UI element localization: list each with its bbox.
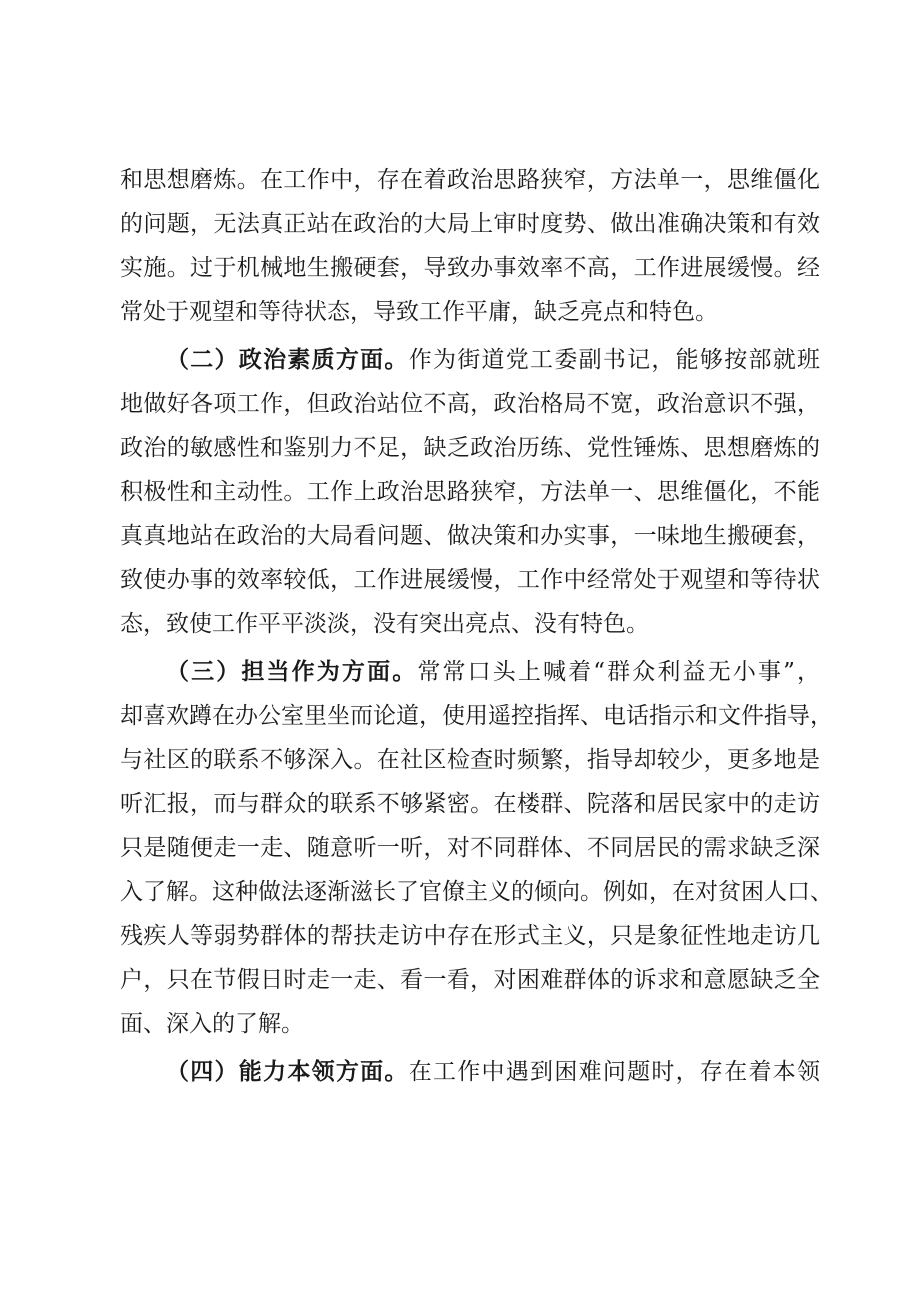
paragraph-1-line-4: 常处于观望和等待状态，导致工作平庸，缺乏亮点和特色。 bbox=[120, 299, 718, 325]
section-heading-responsibility: （三）担当作为方面。 bbox=[166, 659, 418, 685]
paragraph-3-first-line-text: 常常口头上喊着“群众利益无小事”， bbox=[417, 659, 820, 685]
paragraph-2-line-6: 致使办事的效率较低，工作进展缓慢，工作中经常处于观望和等待状 bbox=[120, 567, 820, 593]
paragraph-3-first-line bbox=[166, 654, 820, 690]
paragraph-1-line-2: 的问题，无法真正站在政治的大局上审时度势、做出准确决策和有效 bbox=[120, 211, 820, 237]
paragraph-2-line-7: 态，致使工作平平淡淡，没有突出亮点、没有特色。 bbox=[120, 611, 649, 637]
paragraph-4-first-line-text: 在工作中遇到困难问题时，存在着本领 bbox=[408, 1059, 821, 1085]
section-heading-capability: （四）能力本领方面。 bbox=[166, 1059, 409, 1085]
paragraph-3-line-2: 却喜欢蹲在办公室里坐而论道，使用遥控指挥、电话指示和文件指导， bbox=[120, 703, 833, 729]
paragraph-3-line-8: 户，只在节假日时走一走、看一看，对困难群体的诉求和意愿缺乏全 bbox=[120, 967, 820, 993]
paragraph-3-line-7: 残疾人等弱势群体的帮扶走访中存在形式主义，只是象征性地走访几 bbox=[120, 923, 820, 949]
paragraph-2-line-3: 政治的敏感性和鉴别力不足，缺乏政治历练、党性锤炼、思想磨炼的 bbox=[120, 435, 820, 461]
paragraph-3-line-5: 只是随便走一走、随意听一听，对不同群体、不同居民的需求缺乏深 bbox=[120, 835, 820, 861]
paragraph-3-line-6: 入了解。这种做法逐渐滋长了官僚主义的倾向。例如，在对贫困人口、 bbox=[120, 879, 833, 905]
paragraph-2-first-line-text: 作为街道党工委副书记，能够按部就班 bbox=[408, 347, 821, 373]
paragraph-3-line-9: 面、深入的了解。 bbox=[120, 1011, 304, 1037]
paragraph-2-first-line bbox=[166, 342, 820, 378]
paragraph-2-line-4: 积极性和主动性。工作上政治思路狭窄，方法单一、思维僵化，不能 bbox=[120, 479, 820, 505]
paragraph-3-line-4: 听汇报，而与群众的联系不够紧密。在楼群、院落和居民家中的走访 bbox=[120, 791, 820, 817]
paragraph-2-line-5: 真真地站在政治的大局看问题、做决策和办实事，一味地生搬硬套， bbox=[120, 523, 820, 549]
paragraph-1-line-3: 实施。过于机械地生搬硬套，导致办事效率不高，工作进展缓慢。经 bbox=[120, 255, 820, 281]
section-heading-political-quality: （二）政治素质方面。 bbox=[166, 347, 409, 373]
paragraph-1-line-1: 和思想磨炼。在工作中，存在着政治思路狭窄，方法单一，思维僵化 bbox=[120, 167, 820, 193]
paragraph-2-line-2: 地做好各项工作，但政治站位不高，政治格局不宽，政治意识不强， bbox=[120, 391, 820, 417]
paragraph-3-line-3: 与社区的联系不够深入。在社区检查时频繁，指导却较少，更多地是 bbox=[120, 747, 820, 773]
paragraph-4-first-line bbox=[166, 1054, 820, 1090]
